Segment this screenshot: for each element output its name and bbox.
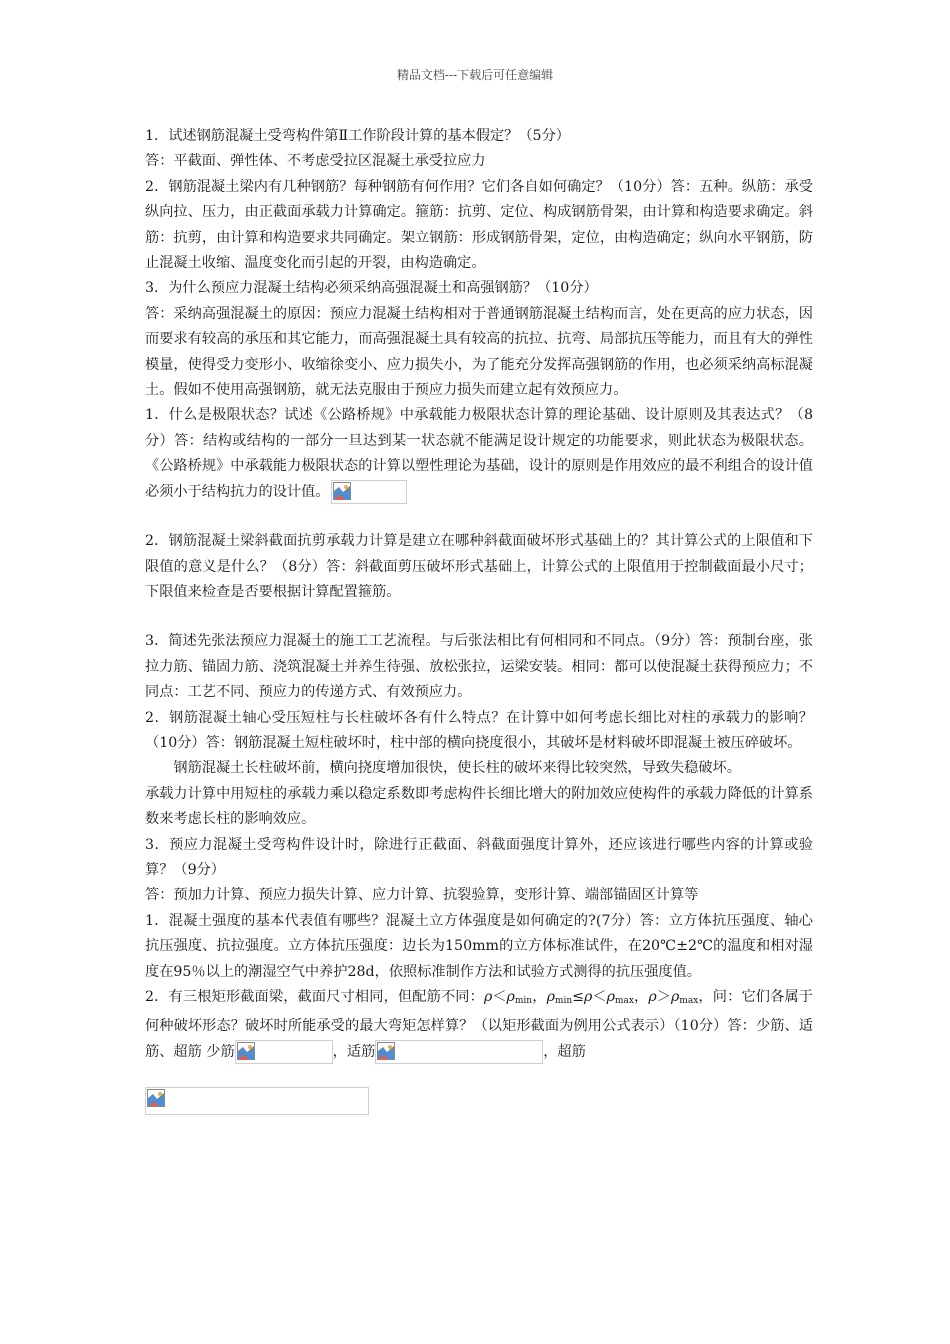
broken-image-icon bbox=[237, 1042, 255, 1060]
capacity-text: 承载力计算中用短柱的承载力乘以稳定系数即考虑构件长细比增大的附加效应使构件的承载力降低的计算系数来考虑长柱的影响效应。 bbox=[145, 785, 813, 828]
page-header: 精品文档---下载后可任意编辑 bbox=[396, 68, 554, 82]
question-column: 2．钢筋混凝土轴心受压短柱与长柱破坏各有什么特点？在计算中如何考虑长细比对柱的承载力的影响？（10分）答：钢筋混凝土短柱破坏时，柱中部的横向挠度很小，其破坏是材料破坏即混凝土被压碎破坏。 bbox=[145, 709, 813, 751]
question-1: 1．试述钢筋混凝土受弯构件第Ⅱ工作阶段计算的基本假定？（5分） bbox=[145, 128, 570, 144]
question-limit-state-text: 1．什么是极限状态？试述《公路桥规》中承载能力极限状态计算的理论基础、设计原则及其表达式？（8分）答：结构或结构的一部分一旦达到某一状态就不能满足设计规定的功能要求，则此状态为极限状态。《公路桥规》中承载能力极限状态的计算以塑性理论为基础，设计的原则是作用效应的最不利组合的设计值必须小于结构抗力的设计值。 bbox=[145, 407, 813, 500]
long-column-text: 钢筋混凝土长柱破坏前，横向挠度增加很快，使长柱的破坏来得比较突然，导致失稳破坏。 bbox=[173, 760, 741, 777]
answer-3: 答：采纳高强混凝土的原因：预应力混凝土结构相对于普通钢筋混凝土结构而言，处在更高的应力状态，因而要求有较高的承压和其它能力，而高强混凝土具有较高的抗拉、抗弯、局部抗压等能力，而且有大的弹性模量，使得受力变形小、收缩徐变小、应力损失小，为了能充分发挥高强钢筋的作用，也必须采纳高标混凝土。假如不使用高强钢筋，就无法克服由于预应力损失而建立起有效预应力。 bbox=[145, 305, 813, 399]
formula-image bbox=[145, 1087, 369, 1115]
answer-1: 答：平截面、弹性体、不考虑受拉区混凝土承受拉应力 bbox=[145, 153, 486, 170]
answer-prestress-design: 答：预加力计算、预应力损失计算、应力计算、抗裂验算，变形计算、端部锚固区计算等 bbox=[145, 887, 699, 904]
document-body bbox=[145, 124, 813, 1115]
question-concrete-strength: 1．混凝土强度的基本代表值有哪些？混凝土立方体强度是如何确定的?(7分）答：立方体抗压强度、轴心抗压强度、抗拉强度。立方体抗压强度：边长为150mm的立方体标准试件，在20℃±2℃的温度和相对湿度在95％以上的潮湿空气中养护28d，依照标准制作方法和试验方式测得的抗压强度值。 bbox=[145, 912, 813, 980]
question-shear: 2．钢筋混凝土梁斜截面抗剪承载力计算是建立在哪种斜截面破坏形式基础上的？其计算公式的上限值和下限值的意义是什么？（8分）答：斜截面剪压破坏形式基础上，计算公式的上限值用于控制截面最小尺寸；下限值来检查是否要根据计算配置箍筋。 bbox=[145, 533, 813, 600]
broken-image-icon bbox=[333, 482, 351, 500]
broken-image-icon bbox=[147, 1089, 165, 1107]
question-prestress-design: 3．预应力混凝土受弯构件设计时，除进行正截面、斜截面强度计算外，还应该进行哪些内容的计算或验算？（9分） bbox=[145, 836, 813, 878]
question-3: 3．为什么预应力混凝土结构必须采纳高强混凝土和高强钢筋？（10分） bbox=[145, 280, 598, 297]
question-pretension: 3．简述先张法预应力混凝土的施工工艺流程。与后张法相比有何相同和不同点。（9分）答：预制台座，张拉力筋、锚固力筋、浇筑混凝土并养生待强、放松张拉，运梁安装。相同：都可以使混凝土获得预应力；不同点：工艺不同、预应力的传递方式、有效预应力。 bbox=[145, 633, 813, 701]
formula-image bbox=[331, 480, 407, 504]
formula-image bbox=[235, 1040, 333, 1064]
broken-image-icon bbox=[377, 1042, 395, 1060]
formula-image bbox=[375, 1040, 543, 1064]
question-limit-state bbox=[145, 403, 813, 505]
question-2: 2．钢筋混凝土梁内有几种钢筋？每种钢筋有何作用？它们各自如何确定？（10分）答：五种。纵筋：承受纵向拉、压力，由正截面承载力计算确定。箍筋：抗剪、定位、构成钢筋骨架，由计算和构造要求确定。斜筋：抗剪，由计算和构造要求共同确定。架立钢筋：形成钢筋骨架，定位，由构造确定；纵向水平钢筋，防止混凝土收缩、温度变化而引起的开裂，由构造确定。 bbox=[145, 178, 813, 272]
question-beam-reinforcement: 2．有三根矩形截面梁，截面尺寸相同，但配筋不同：$\rho<\rho_{min}$，$\rho_{min}\le\rho<\rho_{max}$，$\rho>\rho_{max}$，问：它们各属于何种破坏形态？破坏时所能承受的最大弯矩怎样算？（以矩形截面为例用公式表示）（10分）答：少筋、适筋、超筋 少筋 ，适筋 ，超筋 bbox=[145, 985, 813, 1065]
